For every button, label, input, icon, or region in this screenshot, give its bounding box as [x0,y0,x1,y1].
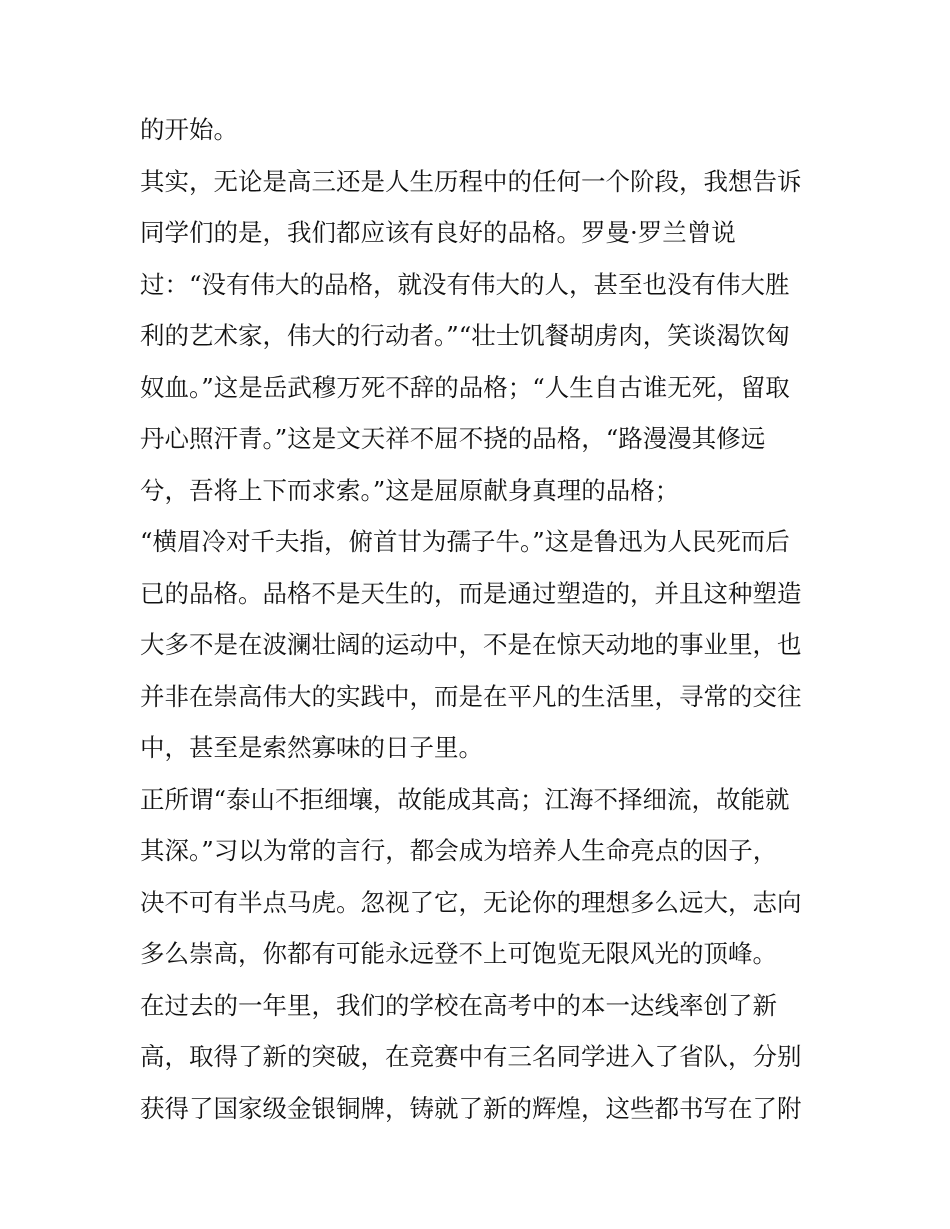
body-text [140,104,830,1134]
text-line: 在过去的一年里，我们的学校在高考中的本一达线率创了新 [140,990,777,1020]
text-line: 其深。”习以为常的言行，都会成为培养人生命亮点的因子， [140,836,778,865]
text-line: 决不可有半点马虎。忽视了它，无论你的理想多么远大，志向 [140,887,802,917]
text-line: 奴血。”这是岳武穆万死不辞的品格；“人生自古谁无死，留取 [140,372,790,402]
text-line: 兮，吾将上下而求索。”这是屈原献身真理的品格； [140,475,680,505]
text-line: 已的品格。品格不是天生的，而是通过塑造的，并且这种塑造 [140,578,802,608]
text-line: 丹心照汗青。”这是文天祥不屈不挠的品格，“路漫漫其修远 [140,424,766,453]
text-line: 利的艺术家，伟大的行动者。”“壮士饥餐胡虏肉，笑谈渴饮匈 [140,321,790,350]
text-line: 多么崇高，你都有可能永远登不上可饱览无限风光的顶峰。 [140,939,777,968]
text-line: 大多不是在波澜壮阔的运动中，不是在惊天动地的事业里，也 [140,630,802,659]
text-line: 获得了国家级金银铜牌，铸就了新的辉煌，这些都书写在了附 [140,1093,802,1123]
text-line: 过：“没有伟大的品格，就没有伟大的人，甚至也没有伟大胜 [140,269,790,299]
text-line: “横眉冷对千夫指，俯首甘为孺子牛。”这是鲁迅为人民死而后 [140,527,790,556]
text-line: 高，取得了新的突破，在竞赛中有三名同学进入了省队，分别 [140,1042,802,1071]
text-line: 中，甚至是索然寡味的日子里。 [140,733,483,762]
text-line: 其实，无论是高三还是人生历程中的任何一个阶段，我想告诉 [140,166,802,196]
text-line: 正所谓“泰山不拒细壤，故能成其高；江海不择细流，故能就 [140,784,790,814]
text-line: 并非在崇高伟大的实践中，而是在平凡的生活里，寻常的交往 [140,681,802,711]
text-line: 同学们的是，我们都应该有良好的品格。罗曼·罗兰曾说 [140,218,736,247]
text-line: 的开始。 [140,115,238,144]
